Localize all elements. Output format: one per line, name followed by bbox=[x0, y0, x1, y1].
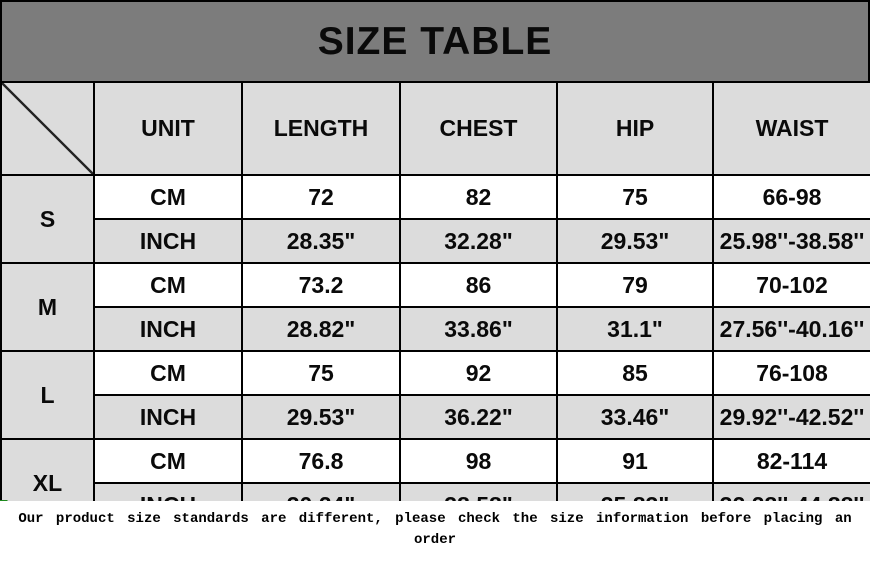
value-cell: 82 bbox=[400, 175, 557, 219]
value-cell: 33.46" bbox=[557, 395, 713, 439]
size-label-l: L bbox=[1, 351, 94, 439]
value-cell: 29.53" bbox=[242, 395, 400, 439]
value-cell: 28.35" bbox=[242, 219, 400, 263]
value-cell: 33.86" bbox=[400, 307, 557, 351]
page-title: SIZE TABLE bbox=[0, 0, 870, 81]
value-cell: 75 bbox=[242, 351, 400, 395]
value-cell: 66-98 bbox=[713, 175, 870, 219]
column-header-unit: UNIT bbox=[94, 82, 242, 175]
unit-cell: CM bbox=[94, 263, 242, 307]
value-cell: 79 bbox=[557, 263, 713, 307]
value-cell: 75 bbox=[557, 175, 713, 219]
table-row bbox=[1, 439, 870, 483]
table-row bbox=[1, 263, 870, 307]
unit-cell: CM bbox=[94, 439, 242, 483]
value-cell: 72 bbox=[242, 175, 400, 219]
diagonal-corner-cell bbox=[1, 82, 94, 175]
value-cell: 91 bbox=[557, 439, 713, 483]
table-row bbox=[1, 307, 870, 351]
value-cell: 85 bbox=[557, 351, 713, 395]
footer-note: Our product size standards are different, please check the size information before placing an order bbox=[0, 501, 870, 570]
value-cell: 86 bbox=[400, 263, 557, 307]
value-cell: 32.28" bbox=[400, 219, 557, 263]
size-label-m: M bbox=[1, 263, 94, 351]
column-header-chest: CHEST bbox=[400, 82, 557, 175]
value-cell: 29.53" bbox=[557, 219, 713, 263]
header-row bbox=[1, 82, 870, 175]
column-header-waist: WAIST bbox=[713, 82, 870, 175]
value-cell: 76-108 bbox=[713, 351, 870, 395]
size-label-s: S bbox=[1, 175, 94, 263]
size-label-xl: XL bbox=[1, 439, 94, 527]
value-cell: 73.2 bbox=[242, 263, 400, 307]
table-row bbox=[1, 351, 870, 395]
value-cell: 29.92''-42.52'' bbox=[713, 395, 870, 439]
unit-cell: CM bbox=[94, 175, 242, 219]
unit-cell: INCH bbox=[94, 219, 242, 263]
value-cell: 76.8 bbox=[242, 439, 400, 483]
size-table-grid bbox=[0, 81, 870, 528]
column-header-hip: HIP bbox=[557, 82, 713, 175]
value-cell: 27.56''-40.16'' bbox=[713, 307, 870, 351]
value-cell: 31.1" bbox=[557, 307, 713, 351]
unit-cell: CM bbox=[94, 351, 242, 395]
value-cell: 36.22" bbox=[400, 395, 557, 439]
unit-cell: INCH bbox=[94, 395, 242, 439]
value-cell: 28.82" bbox=[242, 307, 400, 351]
value-cell: 70-102 bbox=[713, 263, 870, 307]
table-row bbox=[1, 219, 870, 263]
value-cell: 82-114 bbox=[713, 439, 870, 483]
unit-cell: INCH bbox=[94, 307, 242, 351]
value-cell: 98 bbox=[400, 439, 557, 483]
table-row bbox=[1, 175, 870, 219]
value-cell: 92 bbox=[400, 351, 557, 395]
column-header-length: LENGTH bbox=[242, 82, 400, 175]
value-cell: 25.98''-38.58'' bbox=[713, 219, 870, 263]
diagonal-line-icon bbox=[2, 83, 93, 174]
table-row bbox=[1, 395, 870, 439]
